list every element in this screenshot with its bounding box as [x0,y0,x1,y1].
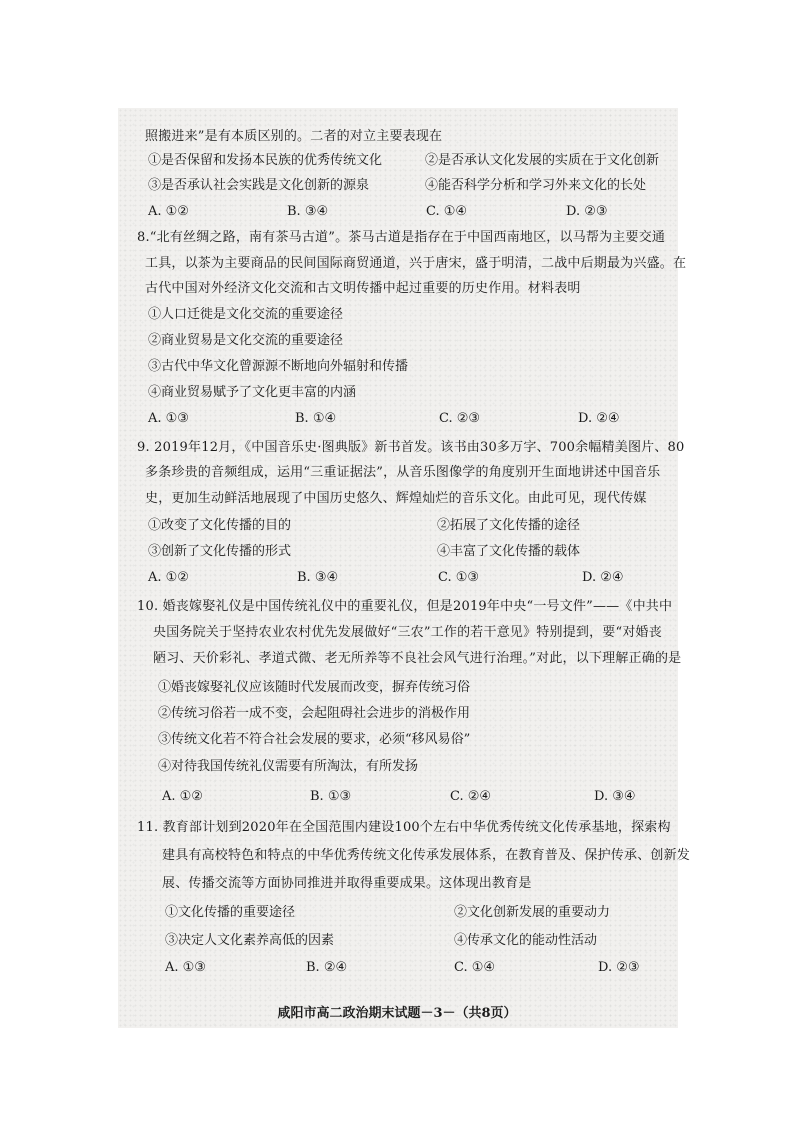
choice-c: C. ①③ [438,570,480,585]
question-text: 史，更加生动鲜活地展现了中国历史悠久、辉煌灿烂的音乐文化。由此可见，现代传媒 [145,491,647,506]
question-text: 古代中国对外经济文化交流和古文明传播中起过重要的历史作用。材料表明 [145,281,581,296]
statement-1: ①文化传播的重要途径 [165,905,296,920]
statement-3: ③传统文化若不符合社会发展的要求，必须“移风易俗” [158,732,471,747]
statement-1: ①是否保留和发扬本民族的优秀传统文化 [148,153,383,168]
statement-2: ②文化创新发展的重要动力 [454,905,611,920]
question-text: 展、传播交流等方面协同推进并取得重要成果。这体现出教育是 [162,876,532,891]
choice-b: B. ①③ [310,789,352,804]
choice-b: B. ①④ [295,411,337,426]
choice-a: A. ①② [148,204,189,219]
statement-2: ②是否承认文化发展的实质在于文化创新 [425,153,660,168]
choice-c: C. ②④ [450,789,492,804]
question-text: 多条珍贵的音频组成，运用“三重证据法”，从音乐图像学的角度别开生面地讲述中国音乐 [145,465,661,480]
choice-c: C. ①④ [454,960,496,975]
statement-3: ③决定人文化素养高低的因素 [165,933,335,948]
question-text: 9. 2019年12月，《中国音乐史·图典版》新书首发。该书由30多万字、700余幅精美图片、80 [137,440,685,455]
question-text: 8.“北有丝绸之路，南有茶马古道”。茶马古道是指存在于中国西南地区，以马帮为主要交通 [137,230,666,245]
statement-1: ①人口迁徙是文化交流的重要途径 [148,307,344,322]
question-text: 工具，以茶为主要商品的民间国际商贸通道，兴于唐宋，盛于明清，二战中后期最为兴盛。在 [145,256,687,271]
choice-c: C. ①④ [426,204,468,219]
question-text: 照搬进来”是有本质区别的。二者的对立主要表现在 [145,129,443,144]
statement-2: ②商业贸易是文化交流的重要途径 [148,333,344,348]
question-text: 建具有高校特色和特点的中华优秀传统文化传承发展体系，在教育普及、保护传承、创新发 [162,848,691,863]
choice-b: B. ②④ [306,960,348,975]
choice-a: A. ①② [162,789,203,804]
question-text: 陋习、天价彩礼、孝道式微、老无所养等不良社会风气进行治理。”对此，以下理解正确的是 [153,651,682,666]
statement-4: ④对待我国传统礼仪需要有所淘汰，有所发扬 [158,759,419,774]
statement-2: ②拓展了文化传播的途径 [437,518,581,533]
statement-4: ④丰富了文化传播的载体 [437,544,581,559]
statement-3: ③创新了文化传播的形式 [148,544,292,559]
statement-4: ④商业贸易赋予了文化更丰富的内涵 [148,385,357,400]
choice-d: D. ③④ [594,789,636,804]
question-text: 央国务院关于坚持农业农村优先发展做好“三农”工作的若干意见》特别提到，要“对婚丧 [153,625,662,640]
choice-d: D. ②③ [598,960,640,975]
choice-d: D. ②④ [578,411,620,426]
question-text: 10. 婚丧嫁娶礼仪是中国传统礼仪中的重要礼仪，但是2019年中央“一号文件”——《中共中 [137,599,673,614]
statement-1: ①婚丧嫁娶礼仪应该随时代发展而改变，摒弃传统习俗 [158,680,471,695]
choice-d: D. ②④ [582,570,624,585]
choice-c: C. ②③ [439,411,481,426]
choice-b: B. ③④ [297,570,339,585]
choice-d: D. ②③ [566,204,608,219]
page-footer: 咸阳市高二政治期末试题－3－（共8页） [277,1006,517,1021]
choice-a: A. ①③ [165,960,206,975]
statement-4: ④能否科学分析和学习外来文化的长处 [425,178,647,193]
statement-4: ④传承文化的能动性活动 [454,933,598,948]
statement-3: ③是否承认社会实践是文化创新的源泉 [148,178,370,193]
statement-3: ③古代中华文化曾源源不断地向外辐射和传播 [148,359,409,374]
statement-1: ①改变了文化传播的目的 [148,518,292,533]
choice-a: A. ①② [148,570,189,585]
question-text: 11. 教育部计划到2020年在全国范围内建设100个左右中华优秀传统文化传承基地，探索构 [137,820,671,835]
choice-a: A. ①③ [148,411,189,426]
choice-b: B. ③④ [287,204,329,219]
statement-2: ②传统习俗若一成不变，会起阻碍社会进步的消极作用 [158,706,471,721]
